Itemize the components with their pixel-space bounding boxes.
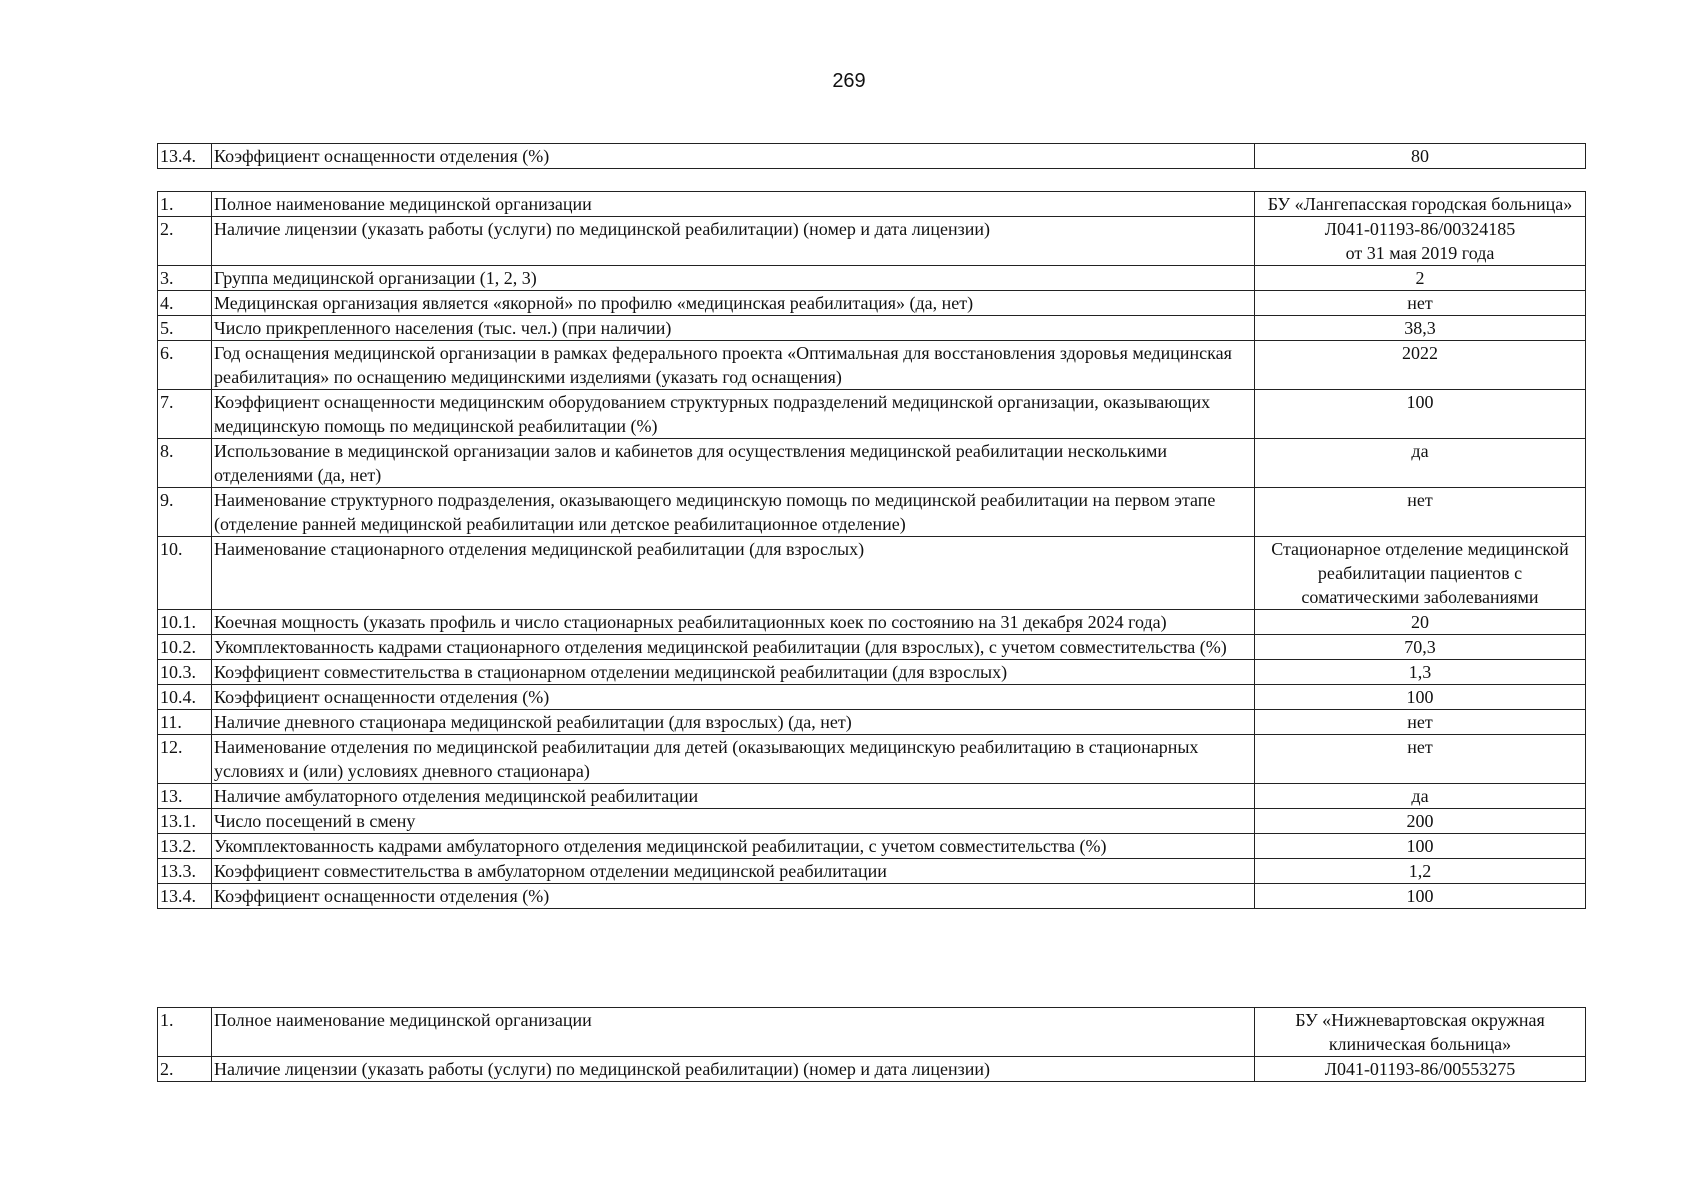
- row-label: Наименование стационарного отделения медицинской реабилитации (для взрослых): [212, 537, 1255, 610]
- row-value: Л041-01193-86/00553275: [1255, 1057, 1586, 1082]
- table-row: [158, 735, 1586, 784]
- row-label: Число прикрепленного населения (тыс. чел.) (при наличии): [212, 316, 1255, 341]
- row-label: Наличие дневного стационара медицинской реабилитации (для взрослых) (да, нет): [212, 710, 1255, 735]
- row-label: Укомплектованность кадрами амбулаторного отделения медицинской реабилитации, с учетом совместительства (%): [212, 834, 1255, 859]
- row-label: Полное наименование медицинской организации: [212, 192, 1255, 217]
- table-row: [158, 266, 1586, 291]
- table-row: [158, 192, 1586, 217]
- row-number: 10.4.: [158, 685, 212, 710]
- table-row: [158, 784, 1586, 809]
- row-number: 10.3.: [158, 660, 212, 685]
- table-row: [158, 660, 1586, 685]
- row-value: 1,3: [1255, 660, 1586, 685]
- table-row: [158, 390, 1586, 439]
- row-label: Коэффициент оснащенности отделения (%): [212, 685, 1255, 710]
- row-value: 20: [1255, 610, 1586, 635]
- table-row: [158, 610, 1586, 635]
- row-label: Наименование структурного подразделения, оказывающего медицинскую помощь по медицинской реабилитации на первом этапе (отделение ранней медицинской реабилитации или детское реабилитационное отделение): [212, 488, 1255, 537]
- row-label: Медицинская организация является «якорной» по профилю «медицинская реабилитация» (да, нет): [212, 291, 1255, 316]
- table-row: [158, 884, 1586, 909]
- row-number: 2.: [158, 217, 212, 266]
- row-value: нет: [1255, 710, 1586, 735]
- row-value: 100: [1255, 390, 1586, 439]
- row-value: 70,3: [1255, 635, 1586, 660]
- row-number: 13.: [158, 784, 212, 809]
- row-value: нет: [1255, 735, 1586, 784]
- row-label: Число посещений в смену: [212, 809, 1255, 834]
- row-value: 38,3: [1255, 316, 1586, 341]
- row-number: 13.4.: [158, 884, 212, 909]
- page-number: 269: [832, 70, 866, 92]
- table-prev-organization-tail: [157, 143, 1586, 169]
- row-label: Наличие амбулаторного отделения медицинской реабилитации: [212, 784, 1255, 809]
- table-langepas-hospital: [157, 191, 1586, 909]
- row-value: 2: [1255, 266, 1586, 291]
- row-value: Стационарное отделение медицинской реабилитации пациентов с соматическими заболеваниями: [1255, 537, 1586, 610]
- row-value: да: [1255, 784, 1586, 809]
- row-number: 11.: [158, 710, 212, 735]
- row-label: Группа медицинской организации (1, 2, 3): [212, 266, 1255, 291]
- row-number: 10.2.: [158, 635, 212, 660]
- row-label: Коэффициент совместительства в амбулаторном отделении медицинской реабилитации: [212, 859, 1255, 884]
- row-number: 3.: [158, 266, 212, 291]
- row-number: 4.: [158, 291, 212, 316]
- table-row: [158, 710, 1586, 735]
- row-value: да: [1255, 439, 1586, 488]
- table-row: [158, 439, 1586, 488]
- row-value: БУ «Нижневартовская окружная клиническая больница»: [1255, 1008, 1586, 1057]
- row-value: БУ «Лангепасская городская больница»: [1255, 192, 1586, 217]
- row-label: Полное наименование медицинской организации: [212, 1008, 1255, 1057]
- table-row: [158, 217, 1586, 266]
- table-row: [158, 144, 1586, 169]
- row-label: Коэффициент оснащенности отделения (%): [212, 144, 1255, 169]
- row-label: Наличие лицензии (указать работы (услуги) по медицинской реабилитации) (номер и дата лицензии): [212, 1057, 1255, 1082]
- table-row: [158, 488, 1586, 537]
- row-number: 7.: [158, 390, 212, 439]
- row-label: Коэффициент оснащенности отделения (%): [212, 884, 1255, 909]
- row-number: 12.: [158, 735, 212, 784]
- row-label: Использование в медицинской организации залов и кабинетов для осуществления медицинской реабилитации несколькими отделениями (да, нет): [212, 439, 1255, 488]
- row-number: 10.: [158, 537, 212, 610]
- row-value: 200: [1255, 809, 1586, 834]
- row-number: 13.3.: [158, 859, 212, 884]
- row-value: нет: [1255, 488, 1586, 537]
- row-label: Наличие лицензии (указать работы (услуги) по медицинской реабилитации) (номер и дата лицензии): [212, 217, 1255, 266]
- row-label: Коечная мощность (указать профиль и число стационарных реабилитационных коек по состоянию на 31 декабря 2024 года): [212, 610, 1255, 635]
- table-row: [158, 291, 1586, 316]
- row-value: 100: [1255, 834, 1586, 859]
- row-number: 5.: [158, 316, 212, 341]
- row-number: 13.2.: [158, 834, 212, 859]
- row-value: 100: [1255, 884, 1586, 909]
- row-number: 6.: [158, 341, 212, 390]
- row-value: нет: [1255, 291, 1586, 316]
- row-value: 2022: [1255, 341, 1586, 390]
- table-row: [158, 834, 1586, 859]
- row-number: 2.: [158, 1057, 212, 1082]
- row-value: Л041-01193-86/00324185 от 31 мая 2019 года: [1255, 217, 1586, 266]
- table-row: [158, 635, 1586, 660]
- row-number: 1.: [158, 192, 212, 217]
- table-row: [158, 685, 1586, 710]
- table-row: [158, 316, 1586, 341]
- table-row: [158, 341, 1586, 390]
- table-row: [158, 859, 1586, 884]
- row-number: 1.: [158, 1008, 212, 1057]
- row-number: 9.: [158, 488, 212, 537]
- row-label: Наименование отделения по медицинской реабилитации для детей (оказывающих медицинскую реабилитацию в стационарных условиях и (или) условиях дневного стационара): [212, 735, 1255, 784]
- row-label: Год оснащения медицинской организации в рамках федерального проекта «Оптимальная для восстановления здоровья медицинская реабилитация» по оснащению медицинскими изделиями (указать год оснащения): [212, 341, 1255, 390]
- row-label: Коэффициент совместительства в стационарном отделении медицинской реабилитации (для взрослых): [212, 660, 1255, 685]
- table-row: [158, 1008, 1586, 1057]
- row-number: 10.1.: [158, 610, 212, 635]
- row-value: 80: [1255, 144, 1586, 169]
- table-row: [158, 537, 1586, 610]
- row-number: 8.: [158, 439, 212, 488]
- row-label: Укомплектованность кадрами стационарного отделения медицинской реабилитации (для взрослых), с учетом совместительства (%): [212, 635, 1255, 660]
- row-label: Коэффициент оснащенности медицинским оборудованием структурных подразделений медицинской организации, оказывающих медицинскую помощь по медицинской реабилитации (%): [212, 390, 1255, 439]
- table-nizhnevartovsk-hospital: [157, 1007, 1586, 1082]
- row-value: 1,2: [1255, 859, 1586, 884]
- table-row: [158, 1057, 1586, 1082]
- table-row: [158, 809, 1586, 834]
- row-value: 100: [1255, 685, 1586, 710]
- row-number: 13.1.: [158, 809, 212, 834]
- row-number: 13.4.: [158, 144, 212, 169]
